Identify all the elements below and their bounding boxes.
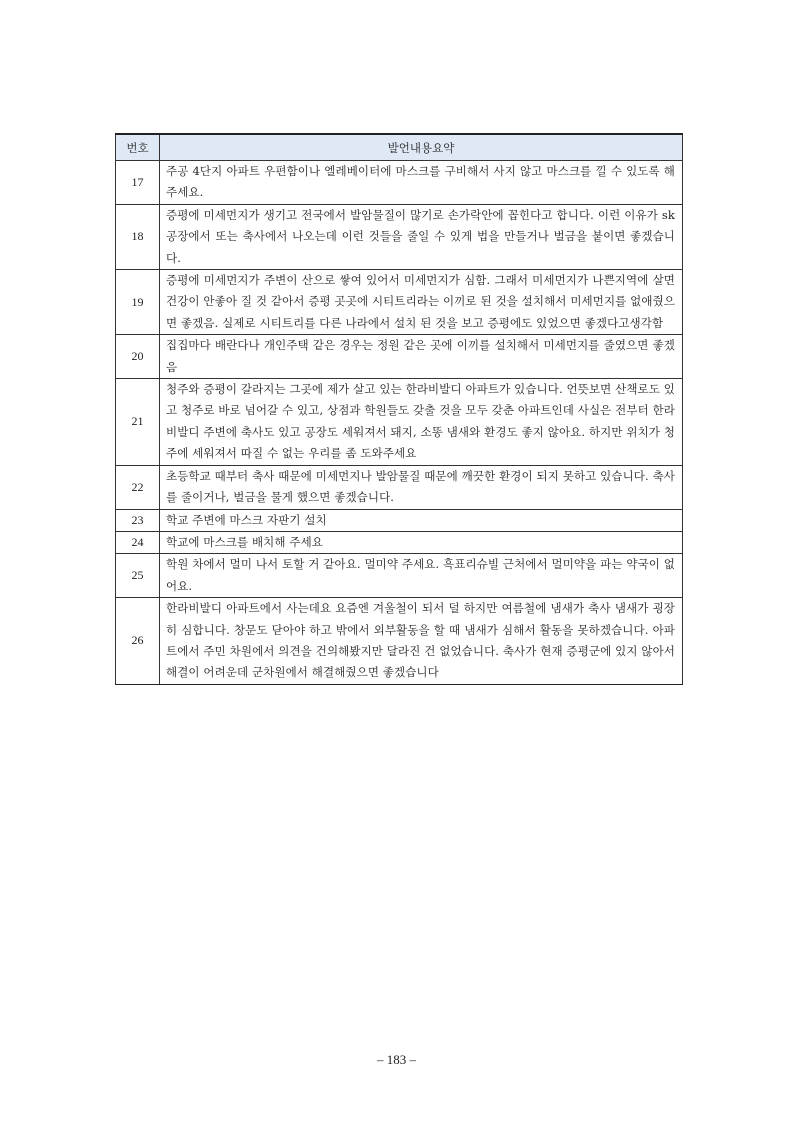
- table-row: [116, 335, 683, 379]
- table-row: [116, 598, 683, 685]
- row-number: 19: [116, 270, 160, 335]
- row-summary: 학교 주변에 마스크 자판기 설치: [160, 509, 683, 531]
- row-summary: 학원 차에서 멀미 나서 토할 거 같아요. 멀미약 주세요. 흑표리슈빌 근처에서 멀미약을 파는 약국이 없어요.: [160, 554, 683, 598]
- row-number: 26: [116, 598, 160, 685]
- page-number: – 183 –: [377, 1052, 416, 1067]
- header-summary: 발언내용요약: [160, 134, 683, 161]
- row-summary: 초등학교 때부터 축사 때문에 미세먼지나 발암물질 때문에 깨끗한 환경이 되지 못하고 있습니다. 축사를 줄이거나, 벌금을 물게 했으면 좋겠습니다.: [160, 465, 683, 509]
- row-number: 25: [116, 554, 160, 598]
- row-number: 18: [116, 204, 160, 269]
- table-row: [116, 270, 683, 335]
- table-row: [116, 531, 683, 553]
- row-number: 22: [116, 465, 160, 509]
- row-summary: 집집마다 배란다나 개인주택 같은 경우는 정원 같은 곳에 이끼를 설치해서 미세먼지를 줄였으면 좋겠음: [160, 335, 683, 379]
- row-summary: 증평에 미세먼지가 생기고 전국에서 발암물질이 많기로 손가락안에 꼽힌다고 합니다. 이런 이유가 sk공장에서 또는 축사에서 나오는데 이런 것들을 줄일 수 있게 법을 만들거나 벌금을 붙이면 좋겠습니다.: [160, 204, 683, 269]
- table-row: [116, 509, 683, 531]
- opinion-summary-table: [115, 133, 683, 685]
- row-number: 24: [116, 531, 160, 553]
- table-row: [116, 161, 683, 205]
- row-number: 23: [116, 509, 160, 531]
- row-number: 20: [116, 335, 160, 379]
- row-summary: 증평에 미세먼지가 주변이 산으로 쌓여 있어서 미세먼지가 심함. 그래서 미세먼지가 나쁜지역에 살면 건강이 안좋아 질 것 같아서 증평 곳곳에 시티트리라는 이끼로 된 것을 설치해서 미세먼지를 없애줬으면 좋겠음. 실제로 시티트리를 다른 나라에서 설치 된 것을 보고 증평에도 있었으면 좋겠다고생각함: [160, 270, 683, 335]
- header-number: 번호: [116, 134, 160, 161]
- table-row: [116, 465, 683, 509]
- row-summary: 학교에 마스크를 배치해 주세요: [160, 531, 683, 553]
- row-summary: 한라비발디 아파트에서 사는데요 요즘엔 겨울철이 되서 덜 하지만 여름철에 냄새가 축사 냄새가 굉장히 심합니다. 창문도 닫아야 하고 밖에서 외부활동을 할 때 냄새가 심해서 활동을 못하겠습니다. 아파트에서 주민 차원에서 의견을 건의해봤지만 달라진 건 없었습니다. 축사가 현재 증평군에 있지 않아서 해결이 어려운데 군차원에서 해결해줬으면 좋겠습니다: [160, 598, 683, 685]
- table-header-row: [116, 134, 683, 161]
- table-row: [116, 554, 683, 598]
- row-number: 21: [116, 379, 160, 466]
- table-row: [116, 379, 683, 466]
- row-number: 17: [116, 161, 160, 205]
- row-summary: 주공 4단지 아파트 우편함이나 엘레베이터에 마스크를 구비해서 사지 않고 마스크를 낄 수 있도록 해주세요.: [160, 161, 683, 205]
- table-row: [116, 204, 683, 269]
- row-summary: 청주와 증평이 갈라지는 그곳에 제가 살고 있는 한라비발디 아파트가 있습니다. 언뜻보면 산책로도 있고 청주로 바로 넘어갈 수 있고, 상점과 학원들도 갖출 것을 모두 갖춘 아파트인데 사실은 전부터 한라비발디 주변에 축사도 있고 공장도 세워져서 돼지, 소똥 냄새와 환경도 좋지 않아요. 하지만 위치가 청주에 세워져서 따질 수 없는 우리를 좀 도와주세요: [160, 379, 683, 466]
